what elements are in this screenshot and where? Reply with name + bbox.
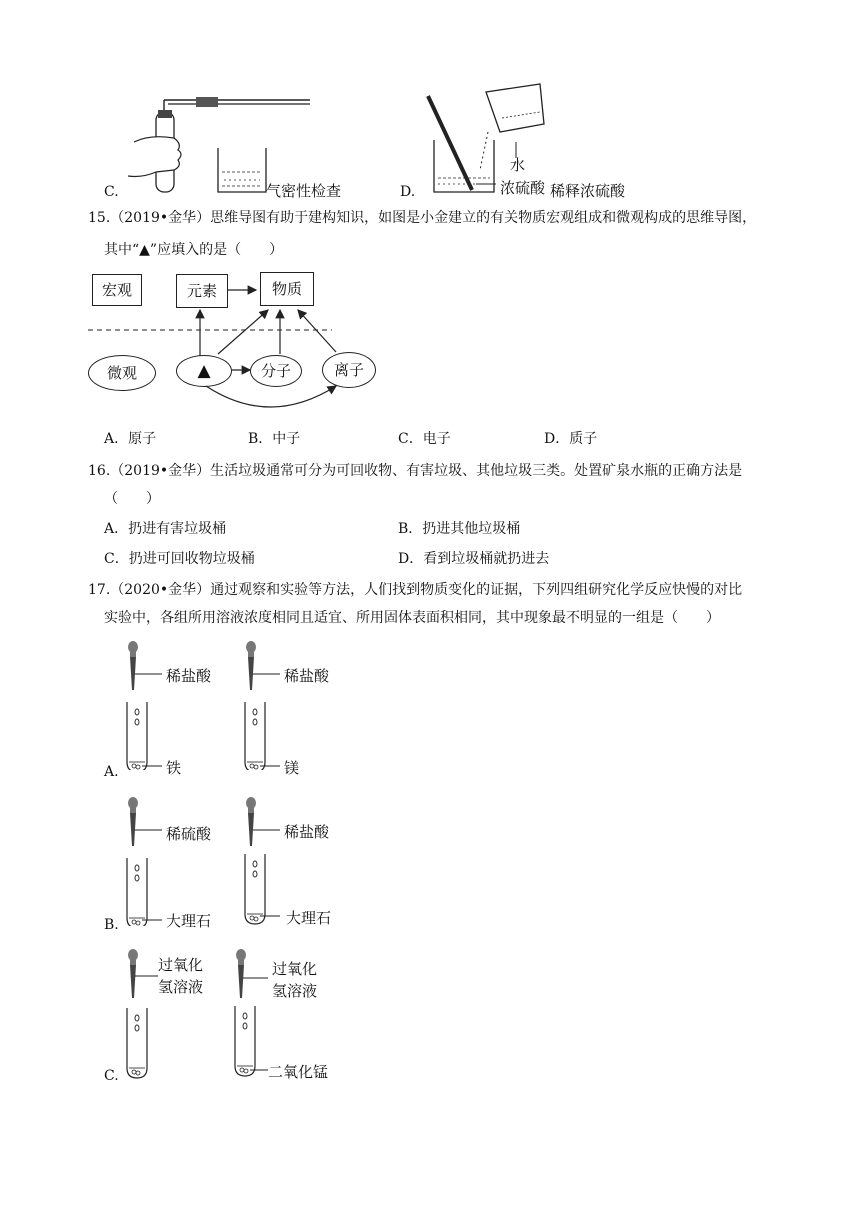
q16-option-a: A．扔进有害垃圾桶 bbox=[104, 521, 227, 537]
q16-option-c: C．扔进可回收物垃圾桶 bbox=[104, 551, 255, 567]
option-b-solid2: 大理石 bbox=[286, 909, 332, 927]
option-a-reagent2: 稀盐酸 bbox=[284, 667, 330, 685]
option-b-left-apparatus bbox=[126, 796, 176, 926]
option-c-label: C. bbox=[104, 184, 119, 200]
q15-stem-line1: 15.（2019•金华）思维导图有助于建构知识，如图是小金建立的有关物质宏观组成和微观构成的思维导图， bbox=[88, 210, 757, 226]
ion-ellipse: 离子 bbox=[322, 352, 376, 388]
concentrated-acid-label: 浓硫酸 bbox=[500, 179, 546, 197]
triangle-ellipse: ▲ bbox=[176, 355, 232, 387]
macro-box: 宏观 bbox=[92, 274, 142, 306]
q17-stem-line2: 实验中，各组所用溶液浓度相同且适宜、所用固体表面积相同，其中现象最不明显的一组是（ ） bbox=[104, 610, 720, 626]
element-box: 元素 bbox=[176, 274, 228, 308]
option-a-solid2: 镁 bbox=[284, 759, 300, 777]
micro-ellipse: 微观 bbox=[88, 355, 156, 391]
option-c-solid2: 二氧化锰 bbox=[268, 1063, 329, 1081]
q16-option-b: B．扔进其他垃圾桶 bbox=[398, 521, 521, 537]
q15-stem-line2: 其中“▲”应填入的是（ ） bbox=[104, 242, 284, 258]
substance-box: 物质 bbox=[260, 272, 314, 306]
option-c-reagent2-line2: 氢溶液 bbox=[272, 982, 318, 1000]
option-c-reagent1-line1: 过氧化 bbox=[158, 956, 204, 974]
q16-stem-line1: 16.（2019•金华）生活垃圾通常可分为可回收物、有害垃圾、其他垃圾三类。处置矿泉水瓶的正确方法是 bbox=[88, 463, 743, 479]
dilute-acid-caption: 稀释浓硫酸 bbox=[550, 182, 626, 200]
option-a-reagent1: 稀盐酸 bbox=[166, 667, 212, 685]
option-a-solid1: 铁 bbox=[166, 759, 182, 777]
q15-option-a: A．原子 bbox=[104, 431, 157, 447]
option-b-reagent1: 稀硫酸 bbox=[166, 825, 212, 843]
airtightness-caption: 气密性检查 bbox=[266, 182, 342, 200]
option-b-solid1: 大理石 bbox=[166, 912, 212, 930]
option-a-left-apparatus bbox=[126, 640, 176, 770]
q16-option-d: D．看到垃圾桶就扔进去 bbox=[398, 551, 550, 567]
q16-stem-line2: （ ） bbox=[104, 491, 160, 507]
option-a-label: A. bbox=[104, 764, 119, 780]
option-c-label: C. bbox=[104, 1068, 119, 1084]
option-a-right-apparatus bbox=[244, 640, 294, 770]
water-label: 水 bbox=[510, 156, 526, 174]
q15-option-d: D．质子 bbox=[544, 431, 598, 447]
option-c-reagent2-line1: 过氧化 bbox=[272, 960, 318, 978]
option-b-reagent2: 稀盐酸 bbox=[284, 823, 330, 841]
q15-option-c: C．电子 bbox=[398, 431, 451, 447]
molecule-ellipse: 分子 bbox=[250, 355, 302, 387]
q17-stem-line1: 17.（2020•金华）通过观察和实验等方法，人们找到物质变化的证据，下列四组研究化学反应快慢的对比 bbox=[88, 582, 743, 598]
q15-option-b: B．中子 bbox=[248, 431, 301, 447]
option-c-reagent1-line2: 氢溶液 bbox=[158, 978, 204, 996]
option-b-label: B. bbox=[104, 917, 119, 933]
option-d-label: D. bbox=[400, 184, 416, 200]
